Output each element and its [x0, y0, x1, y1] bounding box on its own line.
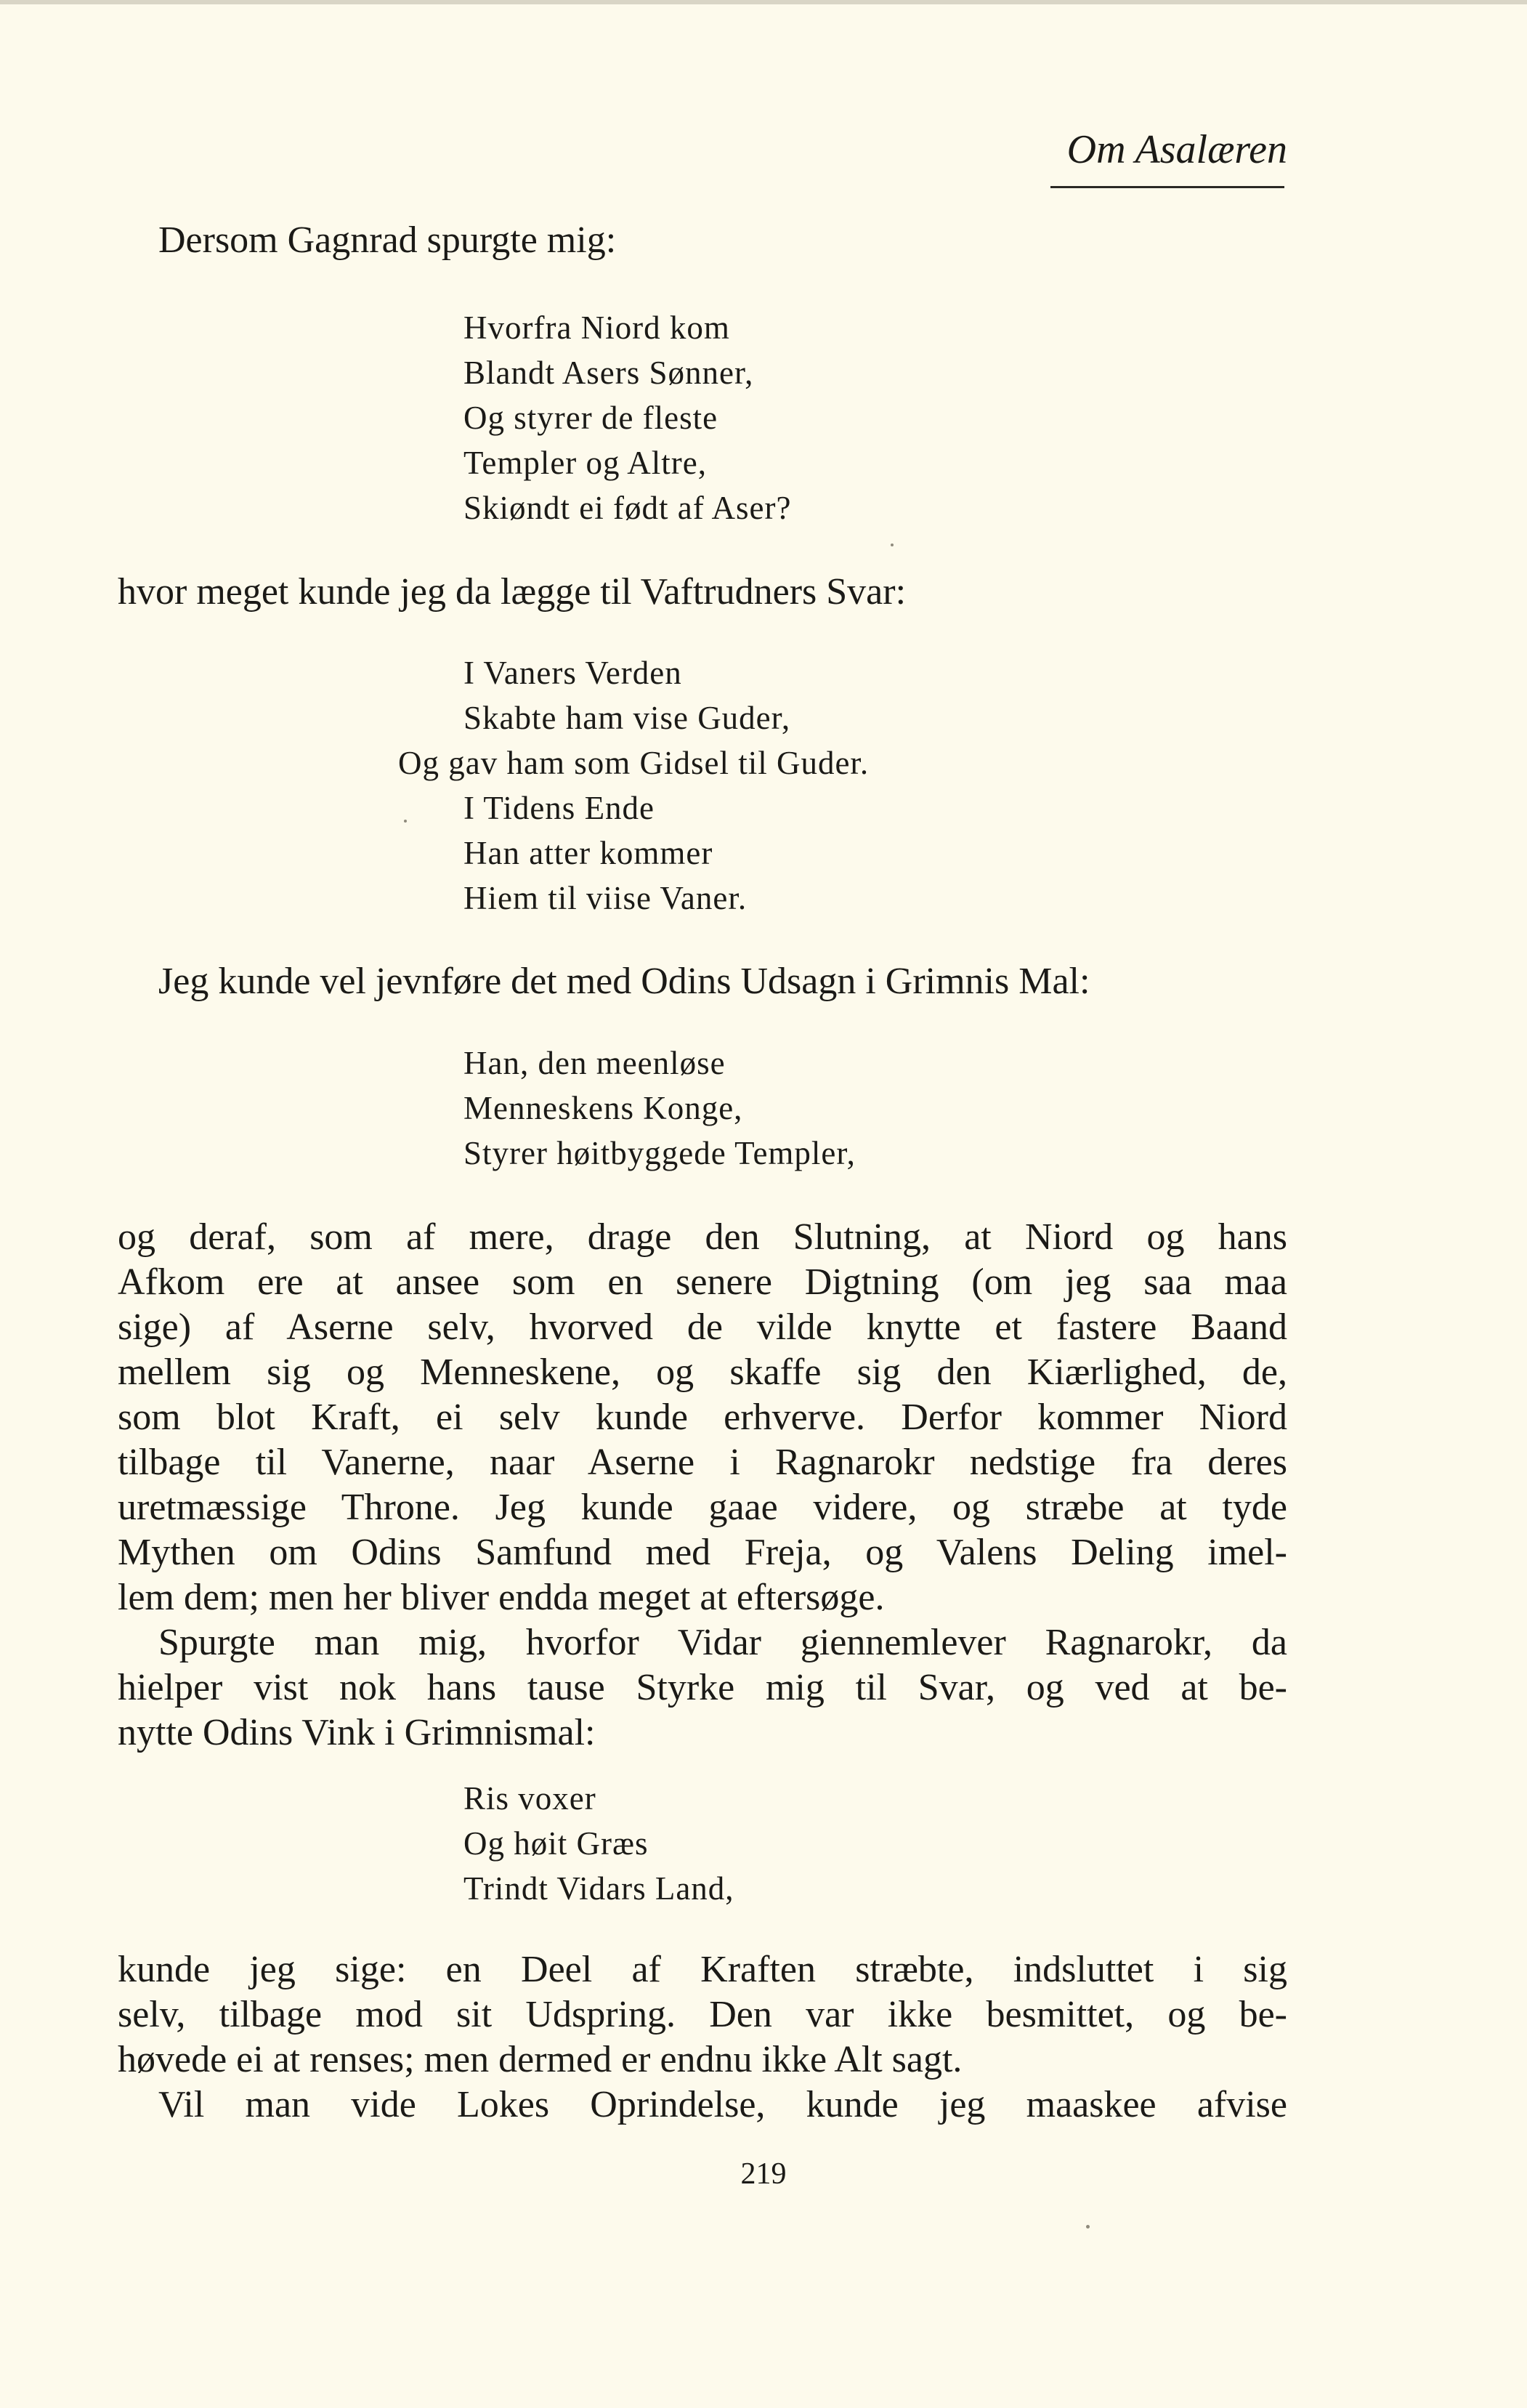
- verse-line: Han atter kommer: [463, 835, 713, 871]
- intro-line-3: [158, 959, 1090, 1004]
- prose-line: Vil man vide Lokes Oprindelse, kunde jeg maaskee afvise: [158, 2084, 1287, 2125]
- verse-line: Trindt Vidars Land,: [463, 1870, 734, 1907]
- prose-line: selv, tilbage mod sit Udspring. Den var ikke besmittet, og be-: [118, 1994, 1287, 2035]
- prose-line: hielper vist nok hans tause Styrke mig til Svar, og ved at be-: [118, 1667, 1287, 1708]
- verse-line: Templer og Altre,: [463, 445, 708, 481]
- prose-line: kunde jeg sige: en Deel af Kraften stræbte, indsluttet i sig: [118, 1949, 1287, 1990]
- verse-line: Blandt Asers Sønner,: [463, 355, 754, 391]
- paragraph-3: [118, 1947, 1287, 2082]
- verse-line: Hiem til viise Vaner.: [463, 880, 748, 916]
- verse-line: I Tidens Ende: [463, 790, 655, 826]
- prose-line: høvede ei at renses; men dermed er endnu ikke Alt sagt.: [118, 2039, 963, 2080]
- verse-stanza-2: [398, 650, 870, 921]
- verse-line: Skabte ham vise Guder,: [463, 700, 791, 736]
- prose-line: mellem sig og Menneskene, og skaffe sig den Kiærlighed, de,: [118, 1352, 1287, 1393]
- scan-speck: [891, 544, 894, 546]
- verse-line: I Vaners Verden: [463, 655, 682, 691]
- prose-line: og deraf, som af mere, drage den Slutning, at Niord og hans: [118, 1216, 1287, 1258]
- prose-line: uretmæssige Throne. Jeg kunde gaae videre, og stræbe at tyde: [118, 1487, 1287, 1528]
- verse-stanza-3: [463, 1041, 856, 1176]
- paragraph-1: [118, 1215, 1287, 1620]
- verse-line: Menneskens Konge,: [463, 1090, 743, 1126]
- verse-line: Han, den meenløse: [463, 1045, 726, 1081]
- intro-line-2: [118, 570, 906, 615]
- running-head-rule: [1050, 186, 1284, 188]
- verse-line: Styrer høitbyggede Templer,: [463, 1135, 856, 1171]
- verse-stanza-1: [463, 305, 791, 530]
- intro-line-1: [158, 218, 616, 263]
- page-number: 219: [740, 2157, 787, 2191]
- prose-line: Spurgte man mig, hvorfor Vidar giennemlever Ragnarokr, da: [158, 1622, 1287, 1663]
- paragraph-2: [118, 1620, 1287, 1756]
- verse-line: Hvorfra Niord kom: [463, 310, 730, 346]
- verse-line: Og styrer de fleste: [463, 400, 718, 436]
- verse-stanza-4: [463, 1776, 734, 1911]
- prose-line: tilbage til Vanerne, naar Aserne i Ragnarokr nedstige fra deres: [118, 1442, 1287, 1483]
- prose-line: hvor meget kunde jeg da lægge til Vaftrudners Svar:: [118, 571, 907, 613]
- prose-line: lem dem; men her bliver endda meget at eftersøge.: [118, 1577, 885, 1618]
- prose-line: Dersom Gagnrad spurgte mig:: [158, 219, 617, 261]
- prose-line: Afkom ere at ansee som en senere Digtning (om jeg saa maa: [118, 1261, 1287, 1303]
- prose-line: Mythen om Odins Samfund med Freja, og Valens Deling imel-: [118, 1532, 1287, 1573]
- verse-line: Og høit Græs: [463, 1825, 649, 1862]
- verse-line: Og gav ham som Gidsel til Guder.: [398, 745, 870, 781]
- scan-speck: [404, 820, 407, 823]
- verse-line: Skiøndt ei født af Aser?: [463, 490, 792, 526]
- prose-line: sige) af Aserne selv, hvorved de vilde knytte et fastere Baand: [118, 1306, 1287, 1348]
- paragraph-4: [118, 2082, 1287, 2128]
- running-head: Om Asalæren: [1066, 127, 1287, 172]
- prose-line: nytte Odins Vink i Grimnismal:: [118, 1712, 596, 1753]
- prose-line: Jeg kunde vel jevnføre det med Odins Udsagn i Grimnis Mal:: [158, 961, 1090, 1002]
- scan-speck: [1086, 2225, 1090, 2229]
- verse-line: Ris voxer: [463, 1780, 596, 1817]
- prose-line: som blot Kraft, ei selv kunde erhverve. Derfor kommer Niord: [118, 1397, 1287, 1438]
